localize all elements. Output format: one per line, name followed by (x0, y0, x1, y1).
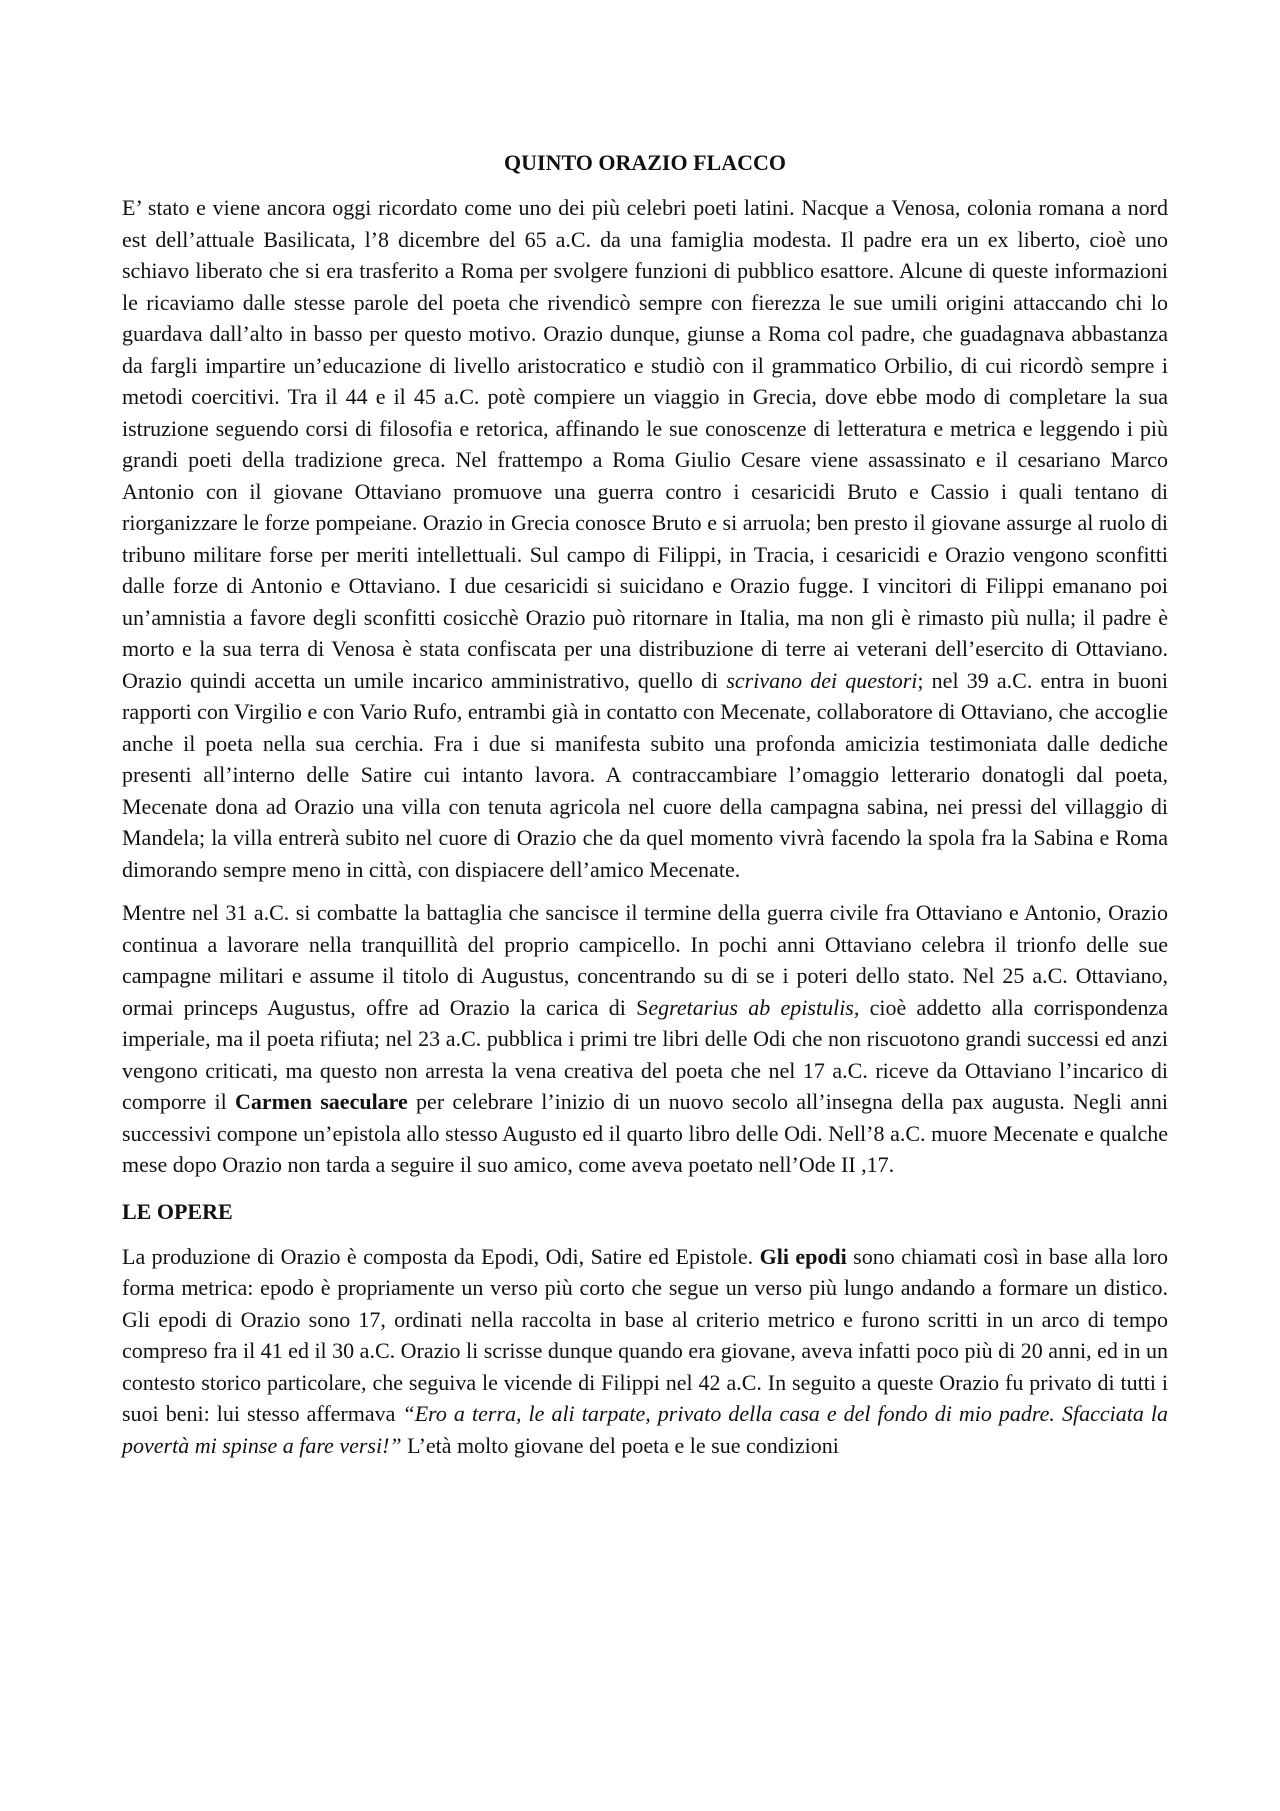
text-run: E’ stato e viene ancora oggi ricordato come uno dei più celebri poeti latini. Nacque a Venosa, colonia romana a nord est dell’attuale Basilicata, l’8 dicembre del 65 a.C. da una famiglia modesta. Il padre era un ex liberto, cioè uno schiavo liberato che si era trasferito a Roma per svolgere funzioni di pubblico esattore. Alcune di queste informazioni le ricaviamo dalle stesse parole del poeta che rivendicò sempre con fierezza le sue umili origini attaccando chi lo guardava dall’alto in basso per questo motivo. Orazio dunque, giunse a Roma col padre, che guadagnava abbastanza da fargli impartire un’educazione di livello aristocratico e studiò con il grammatico Orbilio, di cui ricordò sempre i metodi coercitivi. Tra il 44 e il 45 a.C. potè compiere un viaggio in Grecia, dove ebbe modo di completare la sua istruzione seguendo corsi di filosofia e retorica, affinando le sue conoscenze di letteratura e metrica e leggendo i più grandi poeti della tradizione greca. Nel frattempo a Roma Giulio Cesare viene assassinato e il cesariano Marco Antonio con il giovane Ottaviano promuove una guerra contro i cesaricidi Bruto e Cassio i quali tentano di riorganizzare le forze pompeiane. Orazio in Grecia conosce Bruto e si arruola; ben presto il giovane assurge al ruolo di tribuno militare forse per meriti intellettuali. Sul campo di Filippi, in Tracia, i cesaricidi e Orazio vengono sconfitti dalle forze di Antonio e Ottaviano. I due cesaricidi si suicidano e Orazio fugge. I vincitori di Filippi emanano poi un’amnistia a favore degli sconfitti cosicchè Orazio può ritornare in Italia, ma non gli è rimasto più nulla; il padre è morto e la sua terra di Venosa è stata confiscata per una distribuzione di terre ai veterani dell’esercito di Ottaviano. Orazio quindi accetta un umile incarico amministrativo, quello di (122, 195, 1168, 693)
text-run: L’età molto giovane del poeta e le sue condizioni (401, 1432, 839, 1458)
text-run: ; nel 39 a.C. entra in buoni rapporti con Virgilio e con Vario Rufo, entrambi già in contatto con Mecenate, collaboratore di Ottaviano, che accoglie anche il poeta nella sua cerchia. Fra i due si manifesta subito una profonda amicizia testimoniata dalle dediche presenti all’interno delle Satire cui intanto lavora. A contraccambiare l’omaggio letterario donatogli dal poeta, Mecenate dona ad Orazio una villa con tenuta agricola nel cuore della campagna sabina, nei pressi del villaggio di Mandela; la villa entrerà subito nel cuore di Orazio che da quel momento vivrà facendo la spola fra la Sabina e Roma dimorando sempre meno in città, con dispiacere dell’amico Mecenate. (122, 667, 1168, 882)
italic-text: scrivano dei questori (726, 667, 918, 693)
document-page (122, 148, 1168, 1473)
bold-text: Carmen saeculare (235, 1089, 408, 1114)
bold-text: Gli epodi (759, 1243, 847, 1269)
paragraph (122, 897, 1168, 1181)
text-run: per celebrare l’inizio di un nuovo secolo all’insegna della pax augusta. Negli anni successivi compone un’epistola allo stesso Augusto ed il quarto libro delle Odi. Nell’8 a.C. muore Mecenate e qualche mese dopo Orazio non tarda a seguire il suo amico, come aveva poetato nell’Ode II ,17. (122, 1089, 1168, 1177)
paragraph (122, 192, 1168, 885)
text-run: sono chiamati così in base alla loro forma metrica: epodo è propriamente un verso più corto che segue un verso più lungo andando a formare un distico. Gli epodi di Orazio sono 17, ordinati nella raccolta in base al criterio metrico e furono scritti in un arco di tempo compreso fra il 41 ed il 30 a.C. Orazio li scrisse dunque quando era giovane, aveva infatti poco più di 20 anni, ed in un contesto storico particolare, che seguiva le vicende di Filippi nel 42 a.C. In seguito a queste Orazio fu privato di tutti i suoi beni: lui stesso affermava (122, 1243, 1169, 1426)
italic-text: egretarius ab epistulis (648, 994, 854, 1020)
text-run: , cioè addetto alla corrispondenza imperiale, ma il poeta rifiuta; nel 23 a.C. pubblica i primi tre libri delle Odi che non riscuotono grandi successi ed anzi vengono criticati, ma questo non arresta la vena creativa del poeta che nel 17 a.C. riceve da Ottaviano l’incarico di comporre il (122, 994, 1168, 1114)
section-heading: LE OPERE (122, 1198, 233, 1224)
document-title: QUINTO ORAZIO FLACCO (504, 150, 786, 175)
paragraph (122, 1241, 1168, 1462)
section-body-text (122, 1241, 1168, 1462)
text-run: La produzione di Orazio è composta da Epodi, Odi, Satire ed Epistole. (122, 1243, 760, 1269)
body-text (122, 192, 1168, 1181)
italic-text: “Ero a terra, le ali tarpate, privato della casa e del fondo di mio padre. Sfacciata la povertà mi spinse a fare versi!” (122, 1401, 1169, 1458)
text-run: Mentre nel 31 a.C. si combatte la battaglia che sancisce il termine della guerra civile fra Ottaviano e Antonio, Orazio continua a lavorare nella tranquillità del proprio campicello. In pochi anni Ottaviano celebra il trionfo delle sue campagne militari e assume il titolo di Augustus, concentrando su di se i poteri dello stato. Nel 25 a.C. Ottaviano, ormai princeps Augustus, offre ad Orazio la carica di S (122, 900, 1168, 1020)
